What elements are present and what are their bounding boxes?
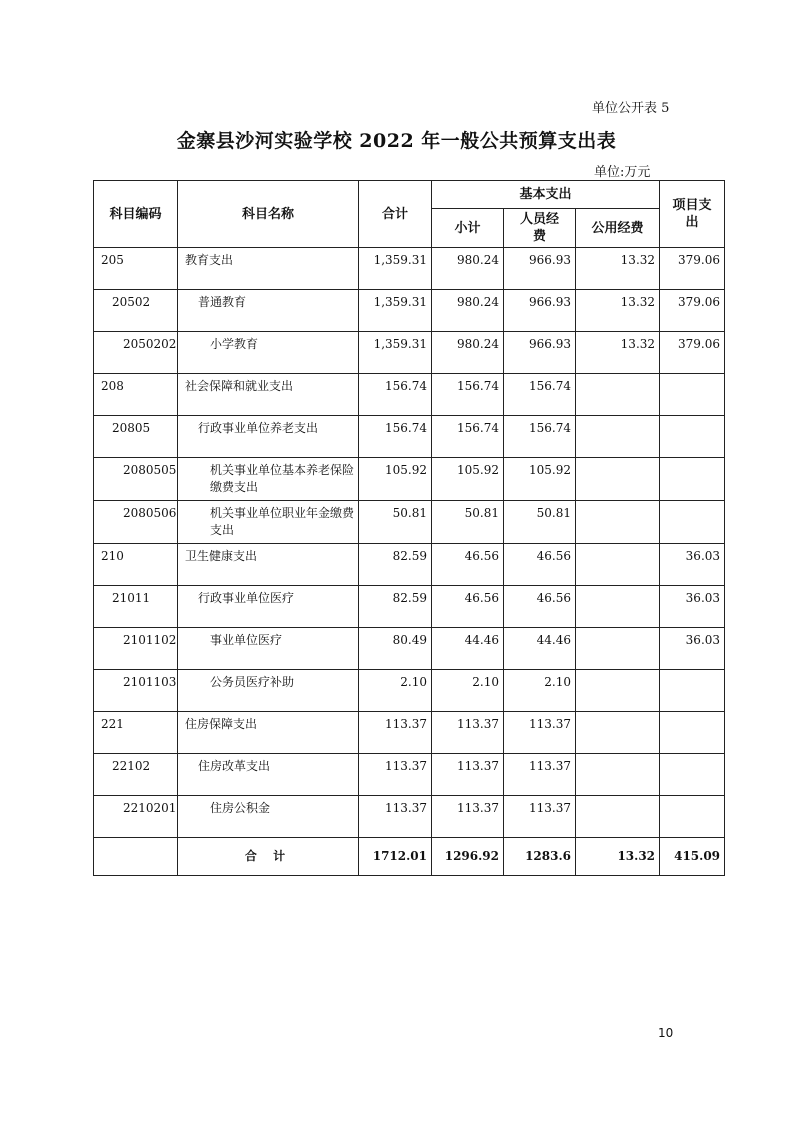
table-row [94,712,725,754]
row-project: 36.03 [660,628,725,670]
table-row [94,544,725,586]
row-code: 208 [94,374,178,416]
total-label: 合 计 [178,838,359,876]
row-public [576,796,660,838]
header-personnel: 人员经费 [504,209,576,248]
row-project: 379.06 [660,332,725,374]
row-public [576,670,660,712]
row-subtotal: 46.56 [432,544,504,586]
table-row [94,332,725,374]
total-subtotal: 1296.92 [432,838,504,876]
row-personnel: 2.10 [504,670,576,712]
row-personnel: 156.74 [504,374,576,416]
row-code: 2101102 [94,628,178,670]
row-project: 379.06 [660,290,725,332]
row-public [576,458,660,501]
row-project [660,754,725,796]
total-personnel: 1283.6 [504,838,576,876]
row-total: 113.37 [359,796,432,838]
table-row [94,670,725,712]
row-code: 2050202 [94,332,178,374]
row-subtotal: 980.24 [432,290,504,332]
row-subtotal: 156.74 [432,374,504,416]
table-tag: 单位公开表 5 [592,101,670,116]
row-code: 2210201 [94,796,178,838]
row-total: 80.49 [359,628,432,670]
row-project [660,712,725,754]
row-code: 2101103 [94,670,178,712]
row-personnel: 156.74 [504,416,576,458]
header-project: 项目支出 [660,181,725,248]
total-public: 13.32 [576,838,660,876]
row-public [576,544,660,586]
row-personnel: 966.93 [504,248,576,290]
row-subtotal: 2.10 [432,670,504,712]
row-public [576,501,660,544]
row-personnel: 966.93 [504,290,576,332]
row-public: 13.32 [576,290,660,332]
row-code: 20805 [94,416,178,458]
row-project: 36.03 [660,586,725,628]
row-public [576,628,660,670]
page-title: 金寨县沙河实验学校 2022 年一般公共预算支出表 [176,130,617,152]
row-total: 156.74 [359,416,432,458]
row-code: 2080506 [94,501,178,544]
header-total: 合计 [359,181,432,248]
page-number: 10 [658,1026,674,1040]
row-code: 2080505 [94,458,178,501]
table-row [94,374,725,416]
row-total: 1,359.31 [359,290,432,332]
row-public [576,416,660,458]
row-subtotal: 105.92 [432,458,504,501]
row-name: 行政事业单位养老支出 [178,416,359,458]
row-public [576,754,660,796]
unit-label: 单位:万元 [594,165,651,180]
header-code: 科目编码 [94,181,178,248]
table-row [94,458,725,501]
row-subtotal: 156.74 [432,416,504,458]
row-public [576,712,660,754]
row-code: 20502 [94,290,178,332]
row-total: 113.37 [359,754,432,796]
row-total: 156.74 [359,374,432,416]
row-subtotal: 44.46 [432,628,504,670]
row-total: 113.37 [359,712,432,754]
row-subtotal: 50.81 [432,501,504,544]
row-project [660,416,725,458]
row-personnel: 113.37 [504,754,576,796]
row-subtotal: 113.37 [432,796,504,838]
row-total: 1,359.31 [359,332,432,374]
row-total: 82.59 [359,586,432,628]
row-code: 22102 [94,754,178,796]
row-personnel: 50.81 [504,501,576,544]
row-personnel: 46.56 [504,544,576,586]
header-public: 公用经费 [576,209,660,248]
row-name: 小学教育 [178,332,359,374]
row-code: 210 [94,544,178,586]
row-project [660,501,725,544]
total-total: 1712.01 [359,838,432,876]
row-public: 13.32 [576,332,660,374]
row-name: 事业单位医疗 [178,628,359,670]
row-subtotal: 46.56 [432,586,504,628]
row-name: 机关事业单位基本养老保险缴费支出 [178,458,359,501]
row-name: 社会保障和就业支出 [178,374,359,416]
row-name: 机关事业单位职业年金缴费支出 [178,501,359,544]
table-row [94,796,725,838]
row-name: 教育支出 [178,248,359,290]
row-code: 21011 [94,586,178,628]
header-name: 科目名称 [178,181,359,248]
table-row [94,290,725,332]
row-personnel: 105.92 [504,458,576,501]
table-row [94,586,725,628]
row-code: 221 [94,712,178,754]
row-subtotal: 980.24 [432,332,504,374]
row-name: 住房公积金 [178,796,359,838]
row-name: 公务员医疗补助 [178,670,359,712]
row-public [576,586,660,628]
row-name: 普通教育 [178,290,359,332]
row-personnel: 44.46 [504,628,576,670]
table-row [94,628,725,670]
header-basic: 基本支出 [432,181,660,209]
row-subtotal: 113.37 [432,712,504,754]
row-project: 36.03 [660,544,725,586]
total-row [94,838,725,876]
total-project: 415.09 [660,838,725,876]
row-total: 1,359.31 [359,248,432,290]
row-public: 13.32 [576,248,660,290]
table-row [94,754,725,796]
row-subtotal: 980.24 [432,248,504,290]
row-project [660,796,725,838]
row-project [660,374,725,416]
row-name: 行政事业单位医疗 [178,586,359,628]
header-subtotal: 小计 [432,209,504,248]
row-personnel: 966.93 [504,332,576,374]
row-subtotal: 113.37 [432,754,504,796]
row-total: 2.10 [359,670,432,712]
row-project: 379.06 [660,248,725,290]
row-personnel: 46.56 [504,586,576,628]
row-project [660,670,725,712]
row-code: 205 [94,248,178,290]
row-name: 住房保障支出 [178,712,359,754]
row-total: 105.92 [359,458,432,501]
total-code-empty [94,838,178,876]
row-total: 82.59 [359,544,432,586]
row-name: 卫生健康支出 [178,544,359,586]
table-row [94,501,725,544]
table-row [94,416,725,458]
row-personnel: 113.37 [504,712,576,754]
table-row [94,248,725,290]
row-personnel: 113.37 [504,796,576,838]
row-public [576,374,660,416]
budget-table [93,180,725,876]
row-name: 住房改革支出 [178,754,359,796]
row-total: 50.81 [359,501,432,544]
row-project [660,458,725,501]
